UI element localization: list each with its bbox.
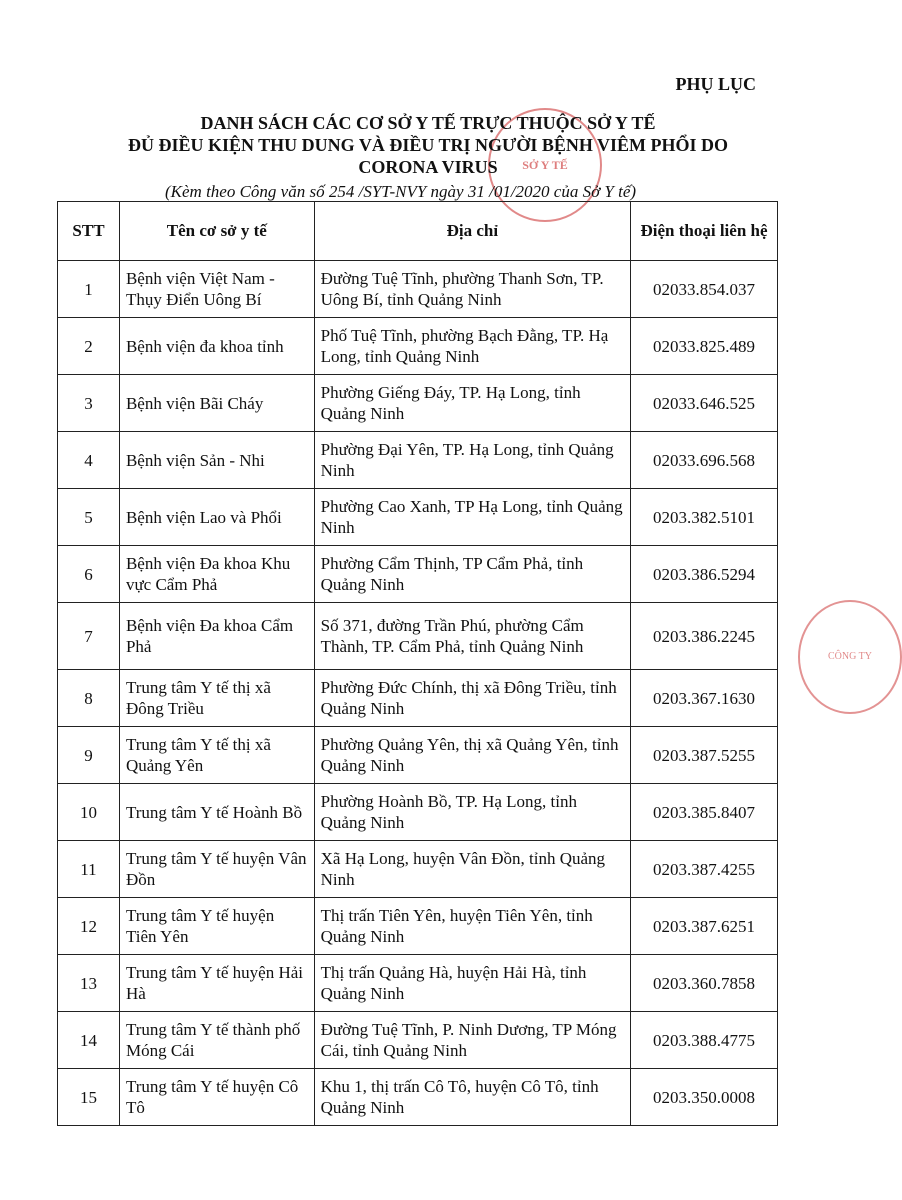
row-address: Khu 1, thị trấn Cô Tô, huyện Cô Tô, tỉnh Quảng Ninh	[314, 1069, 630, 1126]
table-row	[58, 375, 778, 432]
row-stt: 7	[58, 603, 120, 670]
row-phone: 02033.646.525	[631, 375, 778, 432]
table-row	[58, 1012, 778, 1069]
row-phone: 02033.825.489	[631, 318, 778, 375]
row-stt: 4	[58, 432, 120, 489]
row-facility-name: Trung tâm Y tế huyện Cô Tô	[119, 1069, 314, 1126]
row-phone: 0203.386.2245	[631, 603, 778, 670]
table-row	[58, 955, 778, 1012]
row-facility-name: Bệnh viện Bãi Cháy	[119, 375, 314, 432]
row-stt: 8	[58, 670, 120, 727]
header-phone: Điện thoại liên hệ	[631, 202, 778, 261]
row-address: Xã Hạ Long, huyện Vân Đồn, tỉnh Quảng Ninh	[314, 841, 630, 898]
table-row	[58, 432, 778, 489]
row-phone: 0203.385.8407	[631, 784, 778, 841]
document-title	[0, 112, 856, 202]
header-address: Địa chỉ	[314, 202, 630, 261]
row-address: Phường Hoành Bồ, TP. Hạ Long, tỉnh Quảng Ninh	[314, 784, 630, 841]
row-stt: 10	[58, 784, 120, 841]
row-phone: 0203.388.4775	[631, 1012, 778, 1069]
row-address: Phường Đức Chính, thị xã Đông Triều, tỉnh Quảng Ninh	[314, 670, 630, 727]
table-row	[58, 1069, 778, 1126]
row-stt: 9	[58, 727, 120, 784]
table-row	[58, 489, 778, 546]
row-address: Phố Tuệ Tĩnh, phường Bạch Đằng, TP. Hạ Long, tỉnh Quảng Ninh	[314, 318, 630, 375]
row-address: Phường Cẩm Thịnh, TP Cẩm Phả, tỉnh Quảng Ninh	[314, 546, 630, 603]
row-phone: 02033.696.568	[631, 432, 778, 489]
row-stt: 5	[58, 489, 120, 546]
official-stamp: SỞ Y TẾ	[488, 108, 602, 222]
row-facility-name: Bệnh viện đa khoa tỉnh	[119, 318, 314, 375]
row-phone: 0203.387.4255	[631, 841, 778, 898]
table-row	[58, 603, 778, 670]
table-row	[58, 318, 778, 375]
row-facility-name: Bệnh viện Việt Nam - Thụy Điển Uông Bí	[119, 261, 314, 318]
row-address: Phường Đại Yên, TP. Hạ Long, tỉnh Quảng Ninh	[314, 432, 630, 489]
row-address: Thị trấn Quảng Hà, huyện Hải Hà, tỉnh Quảng Ninh	[314, 955, 630, 1012]
row-phone: 02033.854.037	[631, 261, 778, 318]
table-row	[58, 546, 778, 603]
row-facility-name: Trung tâm Y tế huyện Tiên Yên	[119, 898, 314, 955]
row-address: Số 371, đường Trần Phú, phường Cẩm Thành, TP. Cẩm Phả, tỉnh Quảng Ninh	[314, 603, 630, 670]
row-phone: 0203.350.0008	[631, 1069, 778, 1126]
row-stt: 11	[58, 841, 120, 898]
row-address: Phường Giếng Đáy, TP. Hạ Long, tỉnh Quảng Ninh	[314, 375, 630, 432]
row-stt: 1	[58, 261, 120, 318]
row-facility-name: Bệnh viện Lao và Phổi	[119, 489, 314, 546]
row-facility-name: Trung tâm Y tế huyện Hải Hà	[119, 955, 314, 1012]
row-address: Phường Quảng Yên, thị xã Quảng Yên, tỉnh Quảng Ninh	[314, 727, 630, 784]
table-row	[58, 727, 778, 784]
title-line-3: CORONA VIRUS	[358, 157, 498, 177]
row-phone: 0203.387.6251	[631, 898, 778, 955]
row-stt: 14	[58, 1012, 120, 1069]
document-subtitle: (Kèm theo Công văn số 254 /SYT-NVY ngày 31 /01/2020 của Sở Y tế)	[165, 182, 637, 201]
title-line-1: DANH SÁCH CÁC CƠ SỞ Y TẾ TRỰC THUỘC SỞ Y TẾ	[200, 113, 656, 133]
table-header-row	[58, 202, 778, 261]
row-stt: 13	[58, 955, 120, 1012]
table-row	[58, 841, 778, 898]
table-row	[58, 784, 778, 841]
row-facility-name: Bệnh viện Đa khoa Cẩm Phả	[119, 603, 314, 670]
facilities-table	[57, 201, 778, 1126]
row-phone: 0203.360.7858	[631, 955, 778, 1012]
row-facility-name: Trung tâm Y tế thành phố Móng Cái	[119, 1012, 314, 1069]
title-line-2: ĐỦ ĐIỀU KIỆN THU DUNG VÀ ĐIỀU TRỊ NGƯỜI BỆNH VIÊM PHỔI DO	[127, 135, 729, 155]
row-address: Đường Tuệ Tĩnh, P. Ninh Dương, TP Móng Cái, tỉnh Quảng Ninh	[314, 1012, 630, 1069]
table-row	[58, 261, 778, 318]
row-address: Phường Cao Xanh, TP Hạ Long, tỉnh Quảng Ninh	[314, 489, 630, 546]
row-facility-name: Trung tâm Y tế thị xã Quảng Yên	[119, 727, 314, 784]
row-address: Thị trấn Tiên Yên, huyện Tiên Yên, tỉnh Quảng Ninh	[314, 898, 630, 955]
row-phone: 0203.367.1630	[631, 670, 778, 727]
row-stt: 12	[58, 898, 120, 955]
row-stt: 15	[58, 1069, 120, 1126]
row-stt: 3	[58, 375, 120, 432]
side-stamp: CÔNG TY	[798, 600, 902, 714]
table-row	[58, 898, 778, 955]
row-phone: 0203.387.5255	[631, 727, 778, 784]
row-phone: 0203.386.5294	[631, 546, 778, 603]
row-facility-name: Bệnh viện Sản - Nhi	[119, 432, 314, 489]
row-stt: 6	[58, 546, 120, 603]
row-facility-name: Trung tâm Y tế Hoành Bồ	[119, 784, 314, 841]
table-row	[58, 670, 778, 727]
row-phone: 0203.382.5101	[631, 489, 778, 546]
row-address: Đường Tuệ Tĩnh, phường Thanh Sơn, TP. Uông Bí, tỉnh Quảng Ninh	[314, 261, 630, 318]
row-facility-name: Trung tâm Y tế thị xã Đông Triều	[119, 670, 314, 727]
row-facility-name: Bệnh viện Đa khoa Khu vực Cẩm Phả	[119, 546, 314, 603]
header-facility-name: Tên cơ sở y tế	[119, 202, 314, 261]
row-facility-name: Trung tâm Y tế huyện Vân Đồn	[119, 841, 314, 898]
appendix-label: PHỤ LỤC	[675, 74, 756, 94]
row-stt: 2	[58, 318, 120, 375]
header-stt: STT	[58, 202, 120, 261]
